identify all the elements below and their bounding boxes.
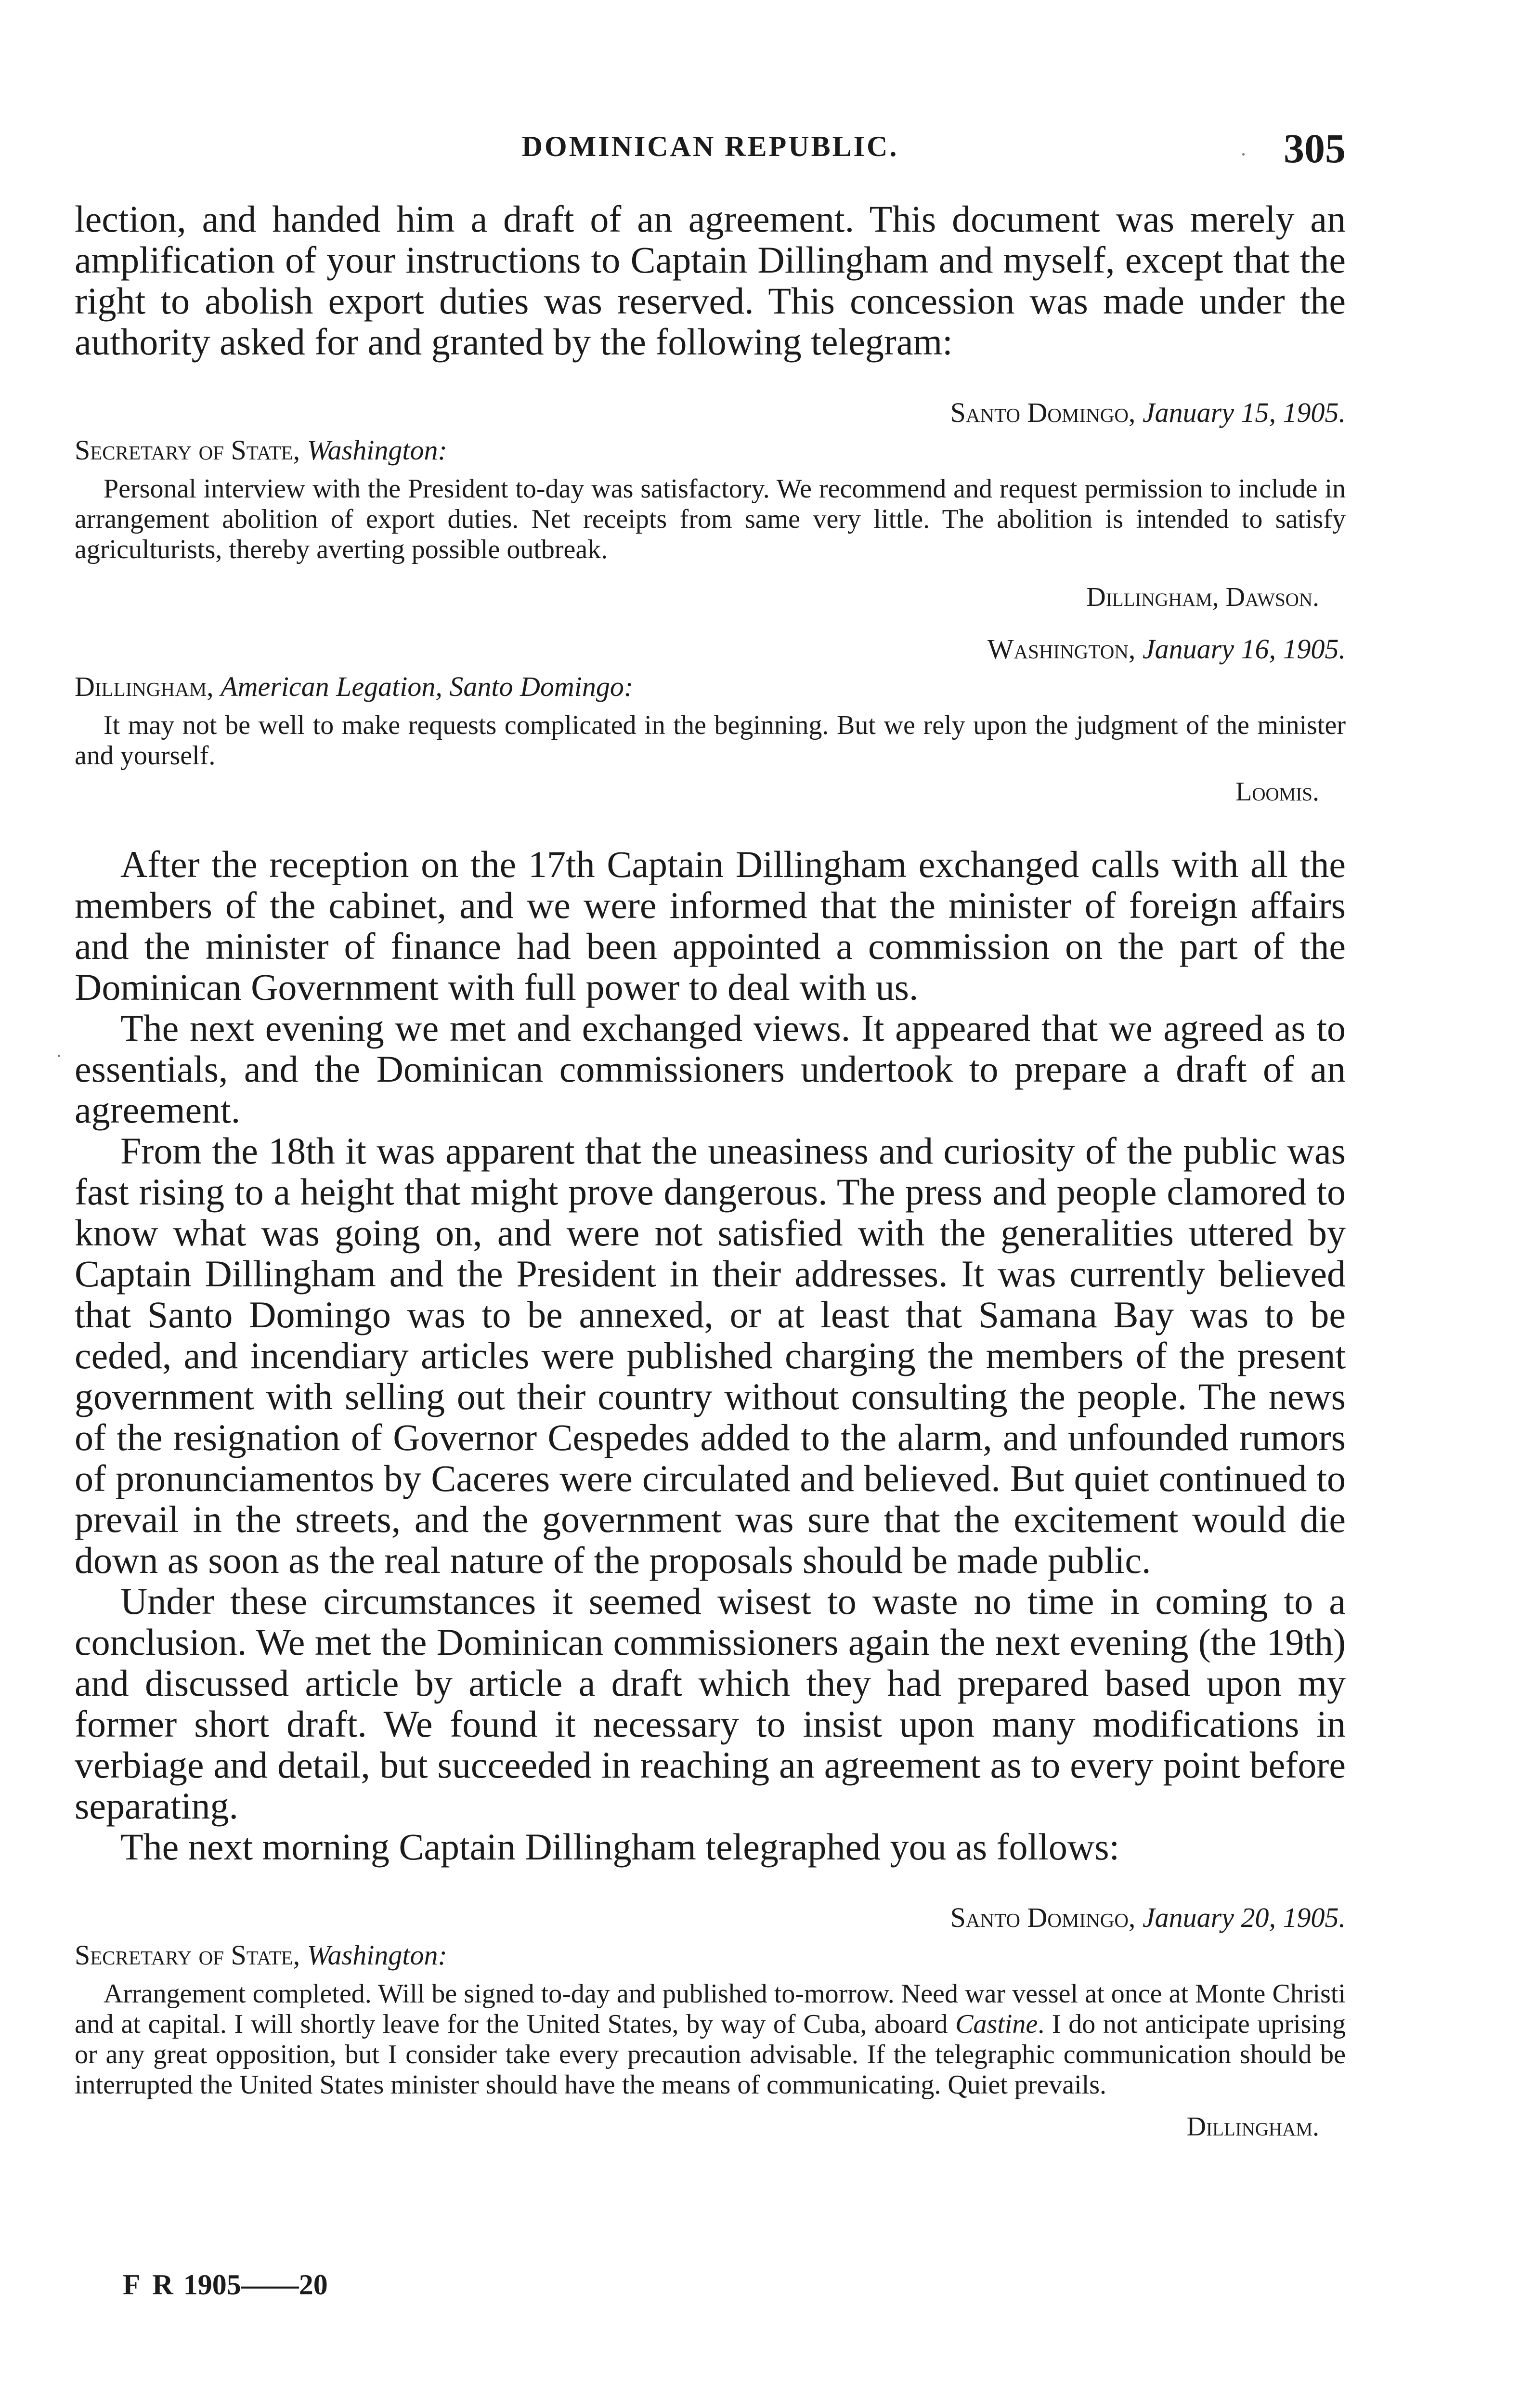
telegram-1 <box>75 396 1346 613</box>
paragraph-reception: After the reception on the 17th Captain Dillingham exchanged calls with all the members of the cabinet, and we were informed that the minister of foreign affairs and the minister of finance had been appointed a commission on the part of the Dominican Government with full power to deal with us. <box>75 843 1346 1008</box>
telegram-dateline <box>75 632 1346 666</box>
telegram-2 <box>75 632 1346 808</box>
telegram-text-part: Arrangement completed. Will be signed to-day and published to-morrow. Need war vessel at once at Monte Christi and at capital. I will shortly leave for the United States, by way of Cuba, aboard <box>75 1979 1346 2039</box>
addressee-name: Secretary of State, <box>75 434 300 466</box>
telegram-signature: Dillingham. <box>1186 2112 1319 2142</box>
addressee-name: Secretary of State, <box>75 1939 300 1971</box>
telegram-text-part: . I do not anticipate uprising or any great opposition, but I consider take every precaution advisable. If the telegraphic communication should be interrupted the United States minister should have the means of communicating. Quiet prevails. <box>75 2009 1346 2100</box>
paragraph-next-morning: The next morning Captain Dillingham telegraphed you as follows: <box>120 1826 1120 1868</box>
paragraph-conclusion: Under these circumstances it seemed wisest to waste no time in coming to a conclusion. We met the Dominican commissioners again the next evening (the 19th) and discussed article by article a draft which they had prepared based upon my former short draft. We found it necessary to insist upon many modifications in verbiage and detail, but succeeded in reaching an agreement as to every point before separating. <box>75 1580 1346 1827</box>
paragraph-public-unease: From the 18th it was apparent that the uneasiness and curiosity of the public was fast rising to a height that might prove dangerous. The press and people clamored to know what was going on, and were not satisfied with the generalities uttered by Captain Dillingham and the President in their addresses. It was currently believed that Santo Domingo was to be annexed, or at least that Samana Bay was to be ceded, and incendiary articles were published charging the members of the present government with selling out their country without consulting the people. The news of the resignation of Governor Cespedes added to the alarm, and unfounded rumors of pronunciamentos by Caceres were circulated and believed. But quiet continued to prevail in the streets, and the government was sure that the excitement would die down as soon as the real nature of the proposals should be made public. <box>75 1130 1346 1581</box>
addressee-name: Dillingham, <box>75 671 214 702</box>
signature-sheet: 1905——20 <box>183 2269 328 2301</box>
paper-speck <box>58 1055 60 1057</box>
running-title: DOMINICAN REPUBLIC. <box>521 131 899 162</box>
paragraph-continuation: lection, and handed him a draft of an agreement. This document was merely an amplification of your instructions to Captain Dillingham and myself, except that the right to abolish export duties was reserved. This concession was made under the authority asked for and granted by the following telegram: <box>75 198 1346 363</box>
page-footer <box>123 2268 328 2302</box>
telegram-addressee <box>75 670 1346 704</box>
telegram-place: Santo Domingo, <box>950 397 1136 428</box>
telegram-signature: Dillingham, Dawson. <box>1086 582 1319 612</box>
page-header <box>75 124 1346 171</box>
telegram-date: January 20, 1905. <box>1142 1902 1346 1933</box>
telegram-signature: Loomis. <box>1235 777 1319 807</box>
paper-speck <box>1242 153 1245 156</box>
signature-mark: F R <box>123 2269 176 2301</box>
telegram-place: Washington, <box>987 633 1136 665</box>
telegram-dateline <box>75 1901 1346 1935</box>
page-body <box>75 198 1346 2143</box>
telegram-dateline <box>75 396 1346 430</box>
telegram-3 <box>75 1901 1346 2143</box>
telegram-text: Personal interview with the President to-day was satisfactory. We recommend and request permission to include in arrangement abolition of export duties. Net receipts from same very little. The abolition is intended to satisfy agriculturists, thereby averting possible outbreak. <box>75 474 1346 564</box>
telegram-date: January 16, 1905. <box>1142 633 1346 665</box>
telegram-date: January 15, 1905. <box>1142 397 1346 428</box>
page-number: 305 <box>1284 125 1346 171</box>
paragraph-next-evening: The next evening we met and exchanged views. It appeared that we agreed as to essentials, and the Dominican commissioners undertook to prepare a draft of an agreement. <box>75 1007 1346 1131</box>
telegram-addressee <box>75 433 1346 467</box>
telegram-text: It may not be well to make requests complicated in the beginning. But we rely upon the judgment of the minister and yourself. <box>75 710 1346 771</box>
addressee-place: Washington: <box>307 434 447 466</box>
telegram-text <box>75 1979 1346 2100</box>
addressee-place: Washington: <box>307 1939 447 1971</box>
vessel-name: Castine <box>955 2009 1038 2039</box>
addressee-place: American Legation, Santo Domingo: <box>221 671 634 702</box>
telegram-place: Santo Domingo, <box>950 1902 1136 1933</box>
telegram-addressee <box>75 1938 1346 1972</box>
